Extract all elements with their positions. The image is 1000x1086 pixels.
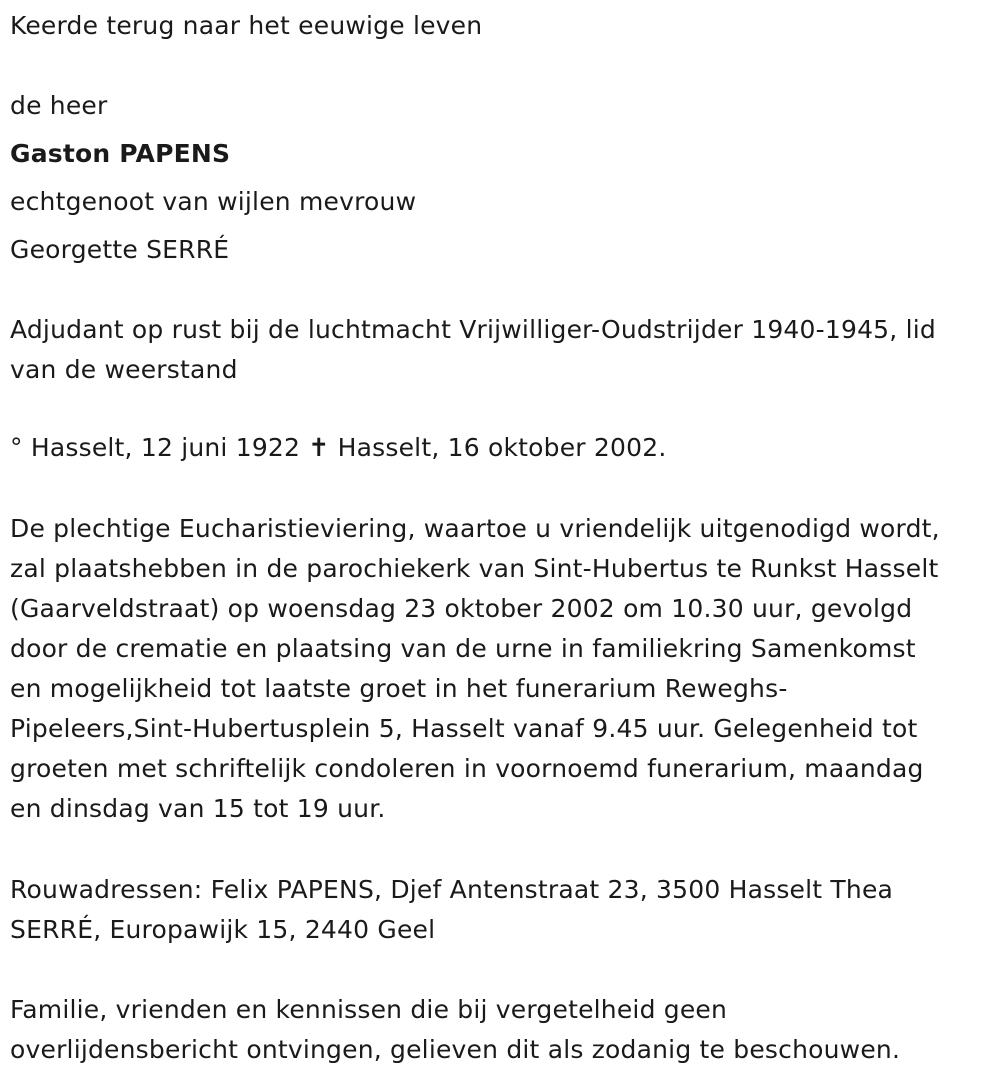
birth-text: ° Hasselt, 12 juni 1922 bbox=[10, 433, 301, 462]
death-text: Hasselt, 16 oktober 2002. bbox=[337, 433, 667, 462]
relation-text: echtgenoot van wijlen mevrouw bbox=[10, 187, 417, 216]
intro-text: Keerde terug naar het eeuwige leven bbox=[10, 11, 483, 40]
title-prefix: de heer bbox=[10, 91, 108, 120]
deceased-name: Gaston PAPENS bbox=[10, 139, 231, 168]
closing-text: Familie, vrienden en kennissen die bij vergetelheid geen overlijdensbericht ontvingen, gelieven dit als zodanig te beschouwen. bbox=[10, 995, 901, 1064]
cross-icon: ✝ bbox=[308, 433, 330, 462]
occupation-text: Adjudant op rust bij de luchtmacht Vrijwilliger-Oudstrijder 1940-1945, lid van de weerstand bbox=[10, 315, 936, 384]
ceremony-text: De plechtige Eucharistieviering, waartoe u vriendelijk uitgenodigd wordt, zal plaatshebben in de parochiekerk van Sint-Hubertus te Runkst Hasselt (Gaarveldstraat) op woensdag 23 oktober 2002 om 10.30 uur, gevolgd door de crematie en plaatsing van de urne in familiekring Samenkomst en mogelijkheid tot laatste groet in het funerarium Reweghs- Pipeleers,Sint-Hubertusplein 5, Hasselt vanaf 9.45 uur. Gelegenheid tot groeten met schriftelijk condoleren in voornoemd funerarium, maandag en dinsdag van 15 tot 19 uur. bbox=[10, 514, 940, 823]
addresses-text: Rouwadressen: Felix PAPENS, Djef Antenstraat 23, 3500 Hasselt Thea SERRÉ, Europawijk 15, 2440 Geel bbox=[10, 875, 894, 944]
spouse-name: Georgette SERRÉ bbox=[10, 235, 230, 264]
life-dates bbox=[10, 432, 992, 464]
